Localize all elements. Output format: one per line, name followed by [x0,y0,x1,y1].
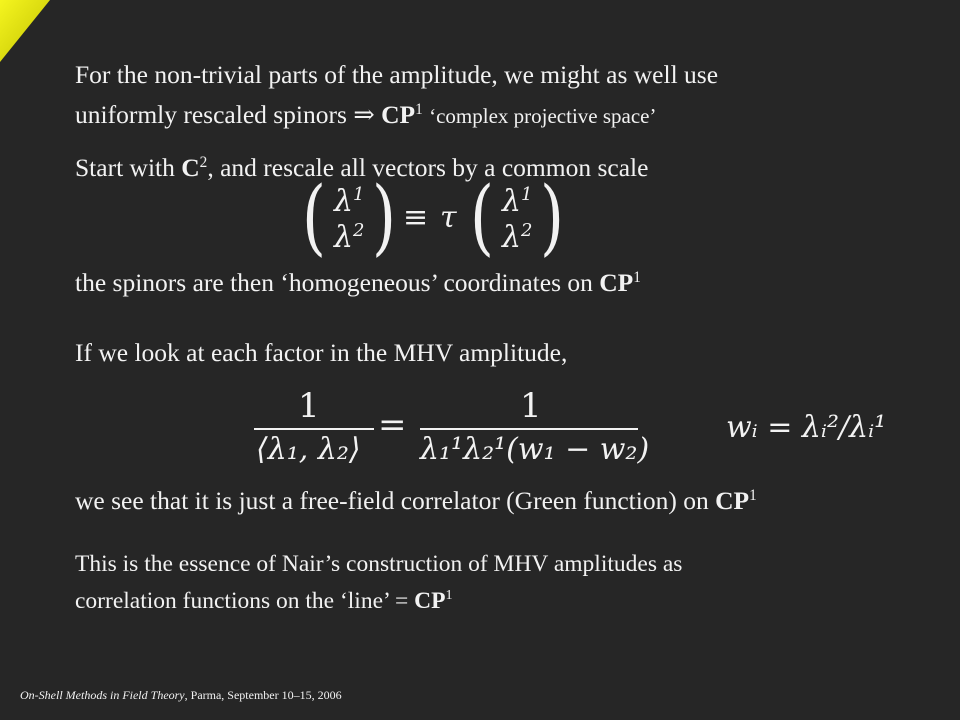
left-paren-1: ( [302,170,326,265]
corner-accent-decoration [0,0,80,80]
footer-details: , Parma, September 10–15, 2006 [184,688,342,702]
complex-projective-space-note: ‘complex projective space’ [429,104,657,128]
fraction1-bar [254,428,374,430]
footer [20,688,342,703]
w-definition: wᵢ = λᵢ²/λᵢ¹ [726,410,887,445]
footer-title: On-Shell Methods in Field Theory [20,688,185,702]
lambda-1-right: $\lambda^1$ [502,183,533,219]
c-symbol: C [181,153,200,182]
lambda-2-right: $\lambda^2$ [502,219,533,255]
cp-symbol: CP [599,268,634,297]
implies-arrow: ⇒ [353,100,375,130]
cp-exponent: 1 [749,486,757,504]
fraction2-numerator: 1 [520,386,542,426]
cp-symbol: CP [381,100,416,129]
cp-symbol: CP [414,588,446,614]
text-line-5: If we look at each factor in the MHV amplitude, [75,338,568,367]
fraction2-denominator: λ₁¹λ₂¹(w₁ − w₂) [420,432,650,467]
text-line-4 [75,268,641,302]
line2-text: uniformly rescaled spinors [75,100,347,129]
line3-pre: Start with [75,153,175,182]
cp-exponent: 1 [445,587,453,604]
fraction1-numerator: 1 [298,386,320,426]
left-paren-2: ( [470,170,494,265]
text-line-8 [75,586,452,619]
line3-post: , and rescale all vectors by a common scale [207,153,649,182]
text-line-6 [75,486,757,520]
cp-symbol: CP [715,486,750,515]
right-paren-2: ) [540,170,564,265]
text-line-7: This is the essence of Nair’s construction of MHV amplitudes as [75,551,683,577]
fraction2-bar [420,428,638,430]
c-exponent: 2 [199,153,208,171]
right-paren-1: ) [372,170,396,265]
text-line-1: For the non-trivial parts of the amplitude, we might as well use [75,60,719,89]
line8-text: correlation functions on the ‘line’ = [75,588,409,614]
line6-text: we see that it is just a free-field correlator (Green function) on [75,486,709,515]
tau-symbol: τ [440,200,457,235]
equiv-sign: ≡ [403,200,429,235]
equals-sign: = [378,405,407,445]
lambda-2-left: $\lambda^2$ [334,219,365,255]
text-line-2 [75,100,656,134]
cp-exponent: 1 [633,268,641,286]
lambda-1-left: $\lambda^1$ [334,183,365,219]
line4-text: the spinors are then ‘homogeneous’ coordinates on [75,268,593,297]
cp-exponent: 1 [415,100,423,118]
fraction1-denominator: ⟨λ₁, λ₂⟩ [256,432,361,467]
